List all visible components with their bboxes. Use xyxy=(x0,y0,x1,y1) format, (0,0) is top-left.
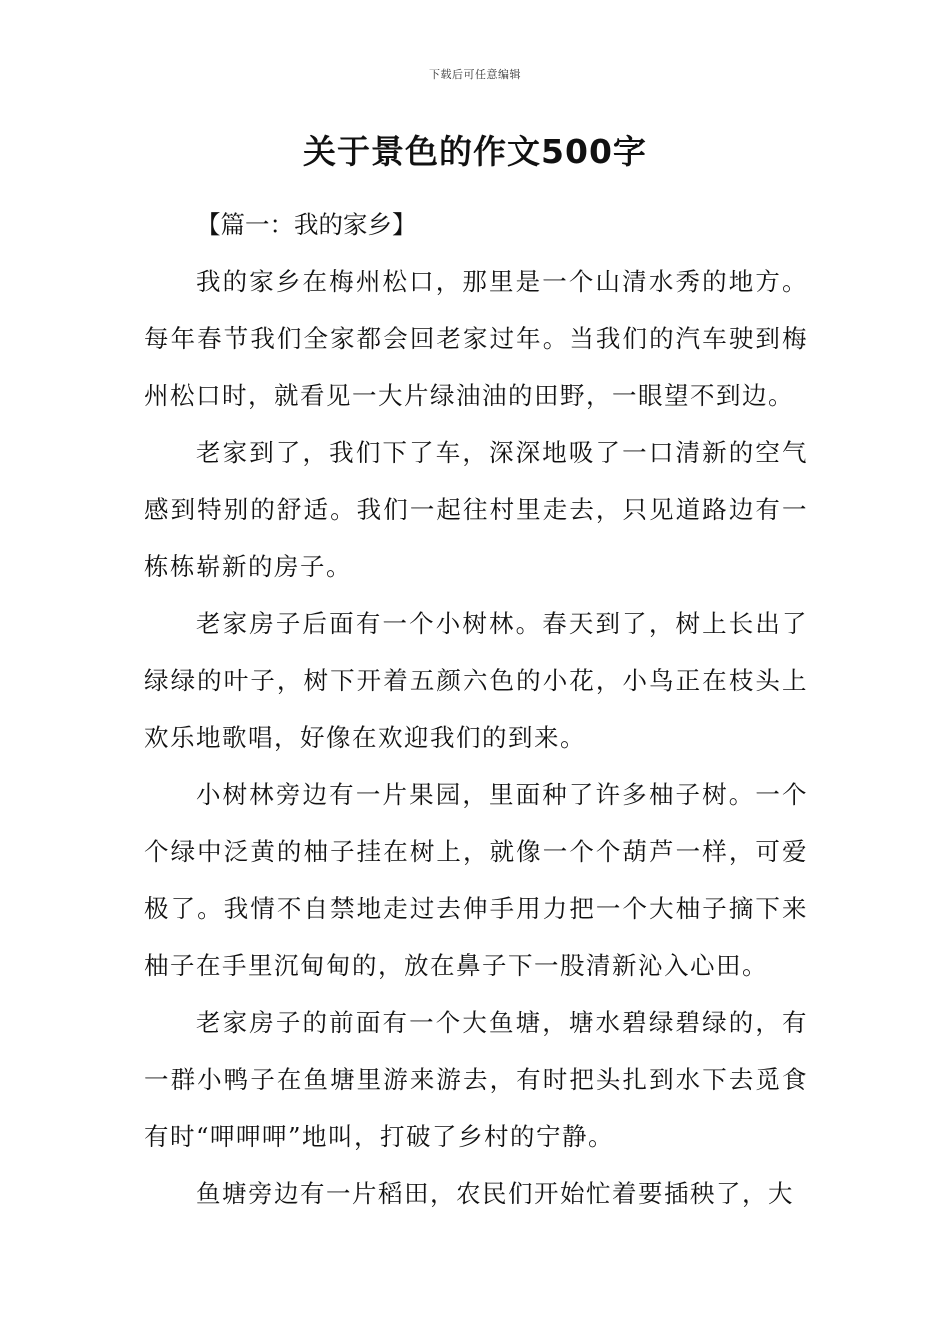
section-label: 【篇一：我的家乡】 xyxy=(196,210,417,239)
document-title: 关于景色的作文500字 xyxy=(303,132,647,171)
document-body xyxy=(144,196,808,1222)
header-note: 下载后可任意编辑 xyxy=(429,68,521,81)
paragraph-2: 老家到了，我们下了车，深深地吸了一口清新的空气感到特别的舒适。我们一起往村里走去，只见道路边有一栋栋崭新的房子。 xyxy=(144,438,808,581)
paragraph-3: 老家房子后面有一个小树林。春天到了，树上长出了绿绿的叶子，树下开着五颜六色的小花，小鸟正在枝头上欢乐地歌唱，好像在欢迎我们的到来。 xyxy=(144,609,808,752)
paragraph-4: 小树林旁边有一片果园，里面种了许多柚子树。一个个绿中泛黄的柚子挂在树上，就像一个个葫芦一样，可爱极了。我情不自禁地走过去伸手用力把一个大柚子摘下来柚子在手里沉甸甸的，放在鼻子下一股清新沁入心田。 xyxy=(144,780,808,980)
paragraph-1: 我的家乡在梅州松口，那里是一个山清水秀的地方。每年春节我们全家都会回老家过年。当我们的汽车驶到梅州松口时，就看见一大片绿油油的田野，一眼望不到边。 xyxy=(144,267,808,410)
paragraph-5: 老家房子的前面有一个大鱼塘，塘水碧绿碧绿的，有一群小鸭子在鱼塘里游来游去，有时把头扎到水下去觅食有时“呷呷呷”地叫，打破了乡村的宁静。 xyxy=(144,1008,808,1151)
paragraph-6: 鱼塘旁边有一片稻田，农民们开始忙着要插秧了，大 xyxy=(196,1179,794,1208)
